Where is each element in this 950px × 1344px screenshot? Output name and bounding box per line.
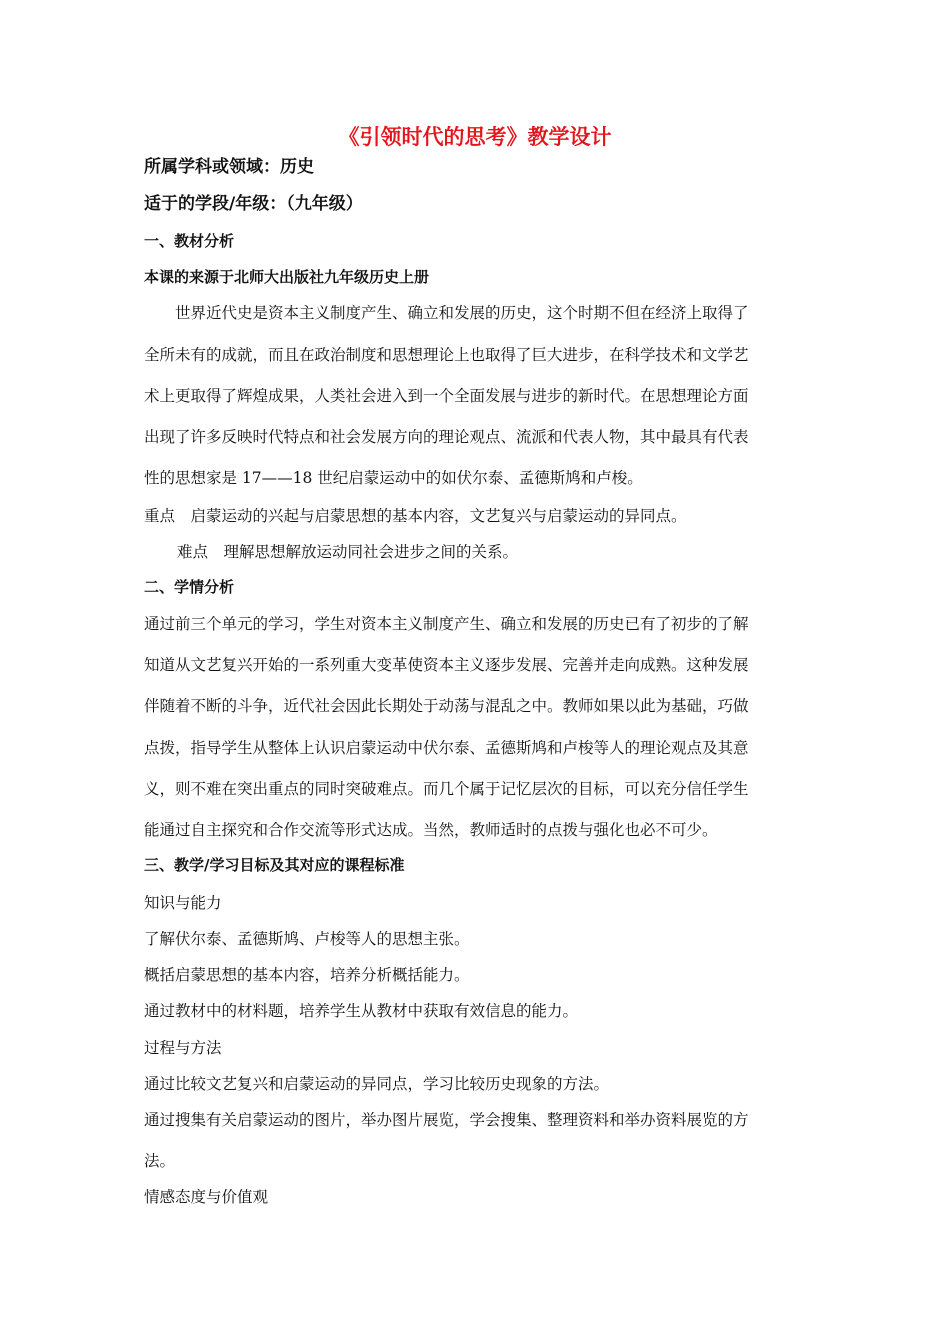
process-heading: 过程与方法: [144, 1039, 222, 1057]
section2-para-line: 知道从文艺复兴开始的一系列重大变革使资本主义逐步发展、完善并走向成熟。这种发展: [144, 656, 749, 674]
key-point-line: 重点 启蒙运动的兴起与启蒙思想的基本内容，文艺复兴与启蒙运动的异同点。: [144, 507, 687, 525]
grade-line: 适于的学段/年级：（九年级）: [144, 194, 363, 214]
section3-heading: 三、教学/学习目标及其对应的课程标准: [144, 856, 405, 874]
emotion-heading: 情感态度与价值观: [144, 1188, 269, 1206]
section2-para-line: 能通过自主探究和合作交流等形式达成。当然，教师适时的点拨与强化也必不可少。: [144, 821, 718, 839]
section1-para-line: 性的思想家是 17——18 世纪启蒙运动中的如伏尔泰、孟德斯鸠和卢梭。: [144, 469, 643, 487]
knowledge-item: 了解伏尔泰、孟德斯鸠、卢梭等人的思想主张。: [144, 930, 470, 948]
knowledge-heading: 知识与能力: [144, 894, 222, 912]
source-line: 本课的来源于北师大出版社九年级历史上册: [144, 268, 430, 286]
knowledge-item: 通过教材中的材料题，培养学生从教材中获取有效信息的能力。: [144, 1002, 579, 1020]
section2-para-line: 通过前三个单元的学习，学生对资本主义制度产生、确立和发展的历史已有了初步的了解: [144, 615, 749, 633]
section1-para-line: 全所未有的成就，而且在政治制度和思想理论上也取得了巨大进步，在科学技术和文学艺: [144, 346, 749, 364]
process-item: 通过比较文艺复兴和启蒙运动的异同点，学习比较历史现象的方法。: [144, 1075, 610, 1093]
subject-line: 所属学科或领域：历史: [144, 157, 314, 177]
section2-para-line: 点拨，指导学生从整体上认识启蒙运动中伏尔泰、孟德斯鸠和卢梭等人的理论观点及其意: [144, 739, 749, 757]
process-item: 通过搜集有关启蒙运动的图片，举办图片展览，学会搜集、整理资料和举办资料展览的方: [144, 1111, 749, 1129]
process-item: 法。: [144, 1152, 176, 1170]
knowledge-item: 概括启蒙思想的基本内容，培养分析概括能力。: [144, 966, 470, 984]
section2-para-line: 伴随着不断的斗争，近代社会因此长期处于动荡与混乱之中。教师如果以此为基础，巧做: [144, 697, 749, 715]
document-title: 《引领时代的思考》教学设计: [338, 125, 612, 149]
section1-para-line: 世界近代史是资本主义制度产生、确立和发展的历史，这个时期不但在经济上取得了: [175, 304, 749, 322]
section1-heading: 一、教材分析: [144, 232, 235, 250]
section1-para-line: 术上更取得了辉煌成果，人类社会进入到一个全面发展与进步的新时代。在思想理论方面: [144, 387, 749, 405]
difficulty-line: 难点 理解思想解放运动同社会进步之间的关系。: [177, 543, 519, 561]
section1-para-line: 出现了许多反映时代特点和社会发展方向的理论观点、流派和代表人物，其中最具有代表: [144, 428, 749, 446]
section2-para-line: 义，则不难在突出重点的同时突破难点。而几个属于记忆层次的目标，可以充分信任学生: [144, 780, 749, 798]
section2-heading: 二、学情分析: [144, 578, 235, 596]
